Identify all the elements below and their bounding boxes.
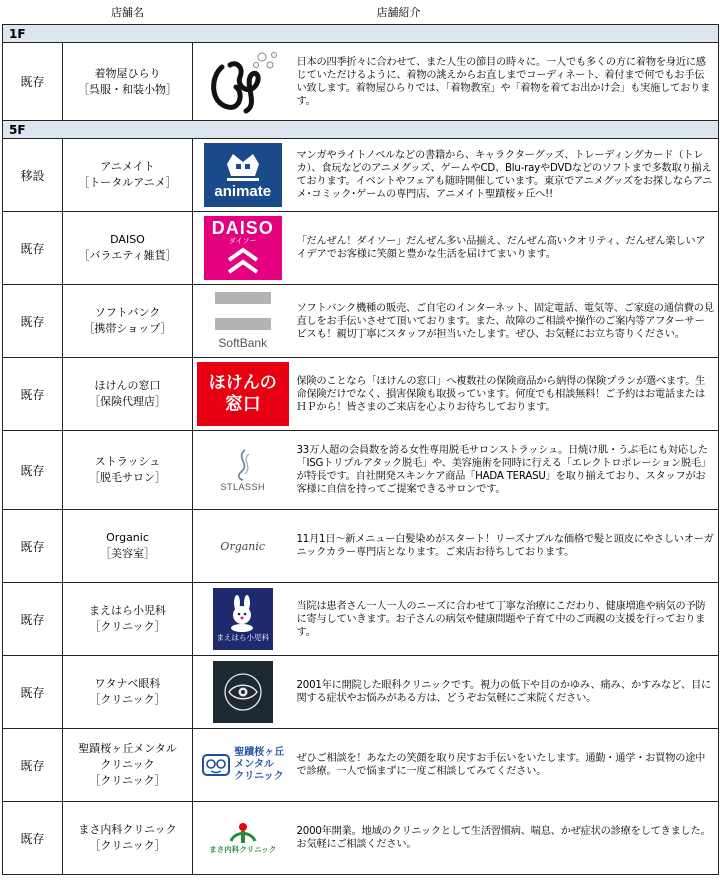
header-logo — [193, 0, 293, 25]
hirari-logo-icon — [193, 47, 293, 117]
shop-name — [63, 583, 193, 656]
hoken-logo-sub: 窓口 — [224, 394, 261, 415]
shop-category: ［トータルアニメ］ — [78, 176, 177, 189]
shop-category: ［脱毛サロン］ — [89, 471, 166, 484]
shop-name — [63, 729, 193, 802]
shop-logo — [193, 510, 293, 583]
shop-category: ［クリニック］ — [89, 839, 166, 852]
shop-desc: 33万人超の会員数を誇る女性専用脱毛サロンストラッシュ。日焼け肌・うぶ毛にも対応した「ISGトリプルアタック脱毛」や、美容施術を同時に行える「エレクトロポレーション脱毛」が特長です。自社開発スキンケア商品「HADA TERASU」を取り揃えており、スタッフがお客様に自信を持ってご提案できるサロンです。 — [293, 431, 719, 510]
shop-name — [63, 285, 193, 358]
shop-name — [63, 431, 193, 510]
shop-name — [63, 510, 193, 583]
floor-row — [3, 121, 719, 139]
eye-logo-icon — [213, 661, 273, 723]
shop-name-text: アニメイト — [100, 160, 155, 173]
shop-logo — [193, 583, 293, 656]
shop-name-text: ストラッシュ — [94, 455, 161, 468]
shop-desc: ソフトバンク機種の販売、ご自宅のインターネット、固定電話、電気等、ご家庭の通信費の見直しをお手伝いさせて頂いております。また、故障のご相談や操作のご案内等アフターサービスも！親切丁寧にスタッフが担当いたします。ぜひ、お気軽にお立ち寄りください。 — [293, 285, 719, 358]
shop-desc: 「だんぜん！ダイソー」だんぜん多い品揃え、だんぜん高いクオリティ、だんぜん楽しいアイデアでお客様に笑顔と豊かな生活を届けてまいります。 — [293, 212, 719, 285]
shop-logo — [193, 431, 293, 510]
header-status — [3, 0, 63, 25]
table-row — [3, 802, 719, 875]
softbank-logo-icon — [193, 292, 293, 350]
status-badge: 既存 — [3, 431, 63, 510]
status-badge: 既存 — [3, 656, 63, 729]
shop-name — [63, 43, 193, 121]
shop-name-text: Organic — [106, 531, 149, 544]
table-row — [3, 285, 719, 358]
shop-name-text: 着物屋ひらり — [94, 66, 161, 80]
shop-desc: 11月1日～新メニュー白髪染めがスタート！リーズナブルな価格で髪と頭皮にやさしいオーガニックカラー専門店となります。ご来店お待ちしております。 — [293, 510, 719, 583]
status-badge: 既存 — [3, 212, 63, 285]
header-name: 店舗名 — [111, 6, 144, 19]
shop-category: ［美容室］ — [100, 547, 155, 560]
mental-logo-text: 聖蹟桜ヶ丘 — [234, 747, 285, 758]
shop-desc: 保険のことなら「ほけんの窓口」へ複数社の保険商品から納得の保険プランが選べます。生命保険だけでなく、損害保険も取扱っています。何度でも相談無料！ご予約はお電話またはＨＰから！皆さまのご来店を心よりお待ちしております。 — [293, 358, 719, 431]
animate-logo-text: animate — [214, 183, 272, 200]
floor-label: 1F — [3, 25, 719, 43]
table-row — [3, 212, 719, 285]
status-badge: 既存 — [3, 43, 63, 121]
shop-logo — [193, 285, 293, 358]
shop-name-text: まえはら小児科 — [89, 604, 166, 617]
table-row — [3, 510, 719, 583]
mental-logo-text-group — [234, 747, 284, 783]
shop-name — [63, 656, 193, 729]
shop-category: ［保険代理店］ — [89, 395, 166, 408]
shop-name-text: DAISO — [110, 233, 145, 246]
shop-desc: 日本の四季折々に合わせて、また人生の節目の時々に。一人でも多くの方に着物を身近に感じていただけるように、着物の誂えからお直しまでコーディネート、着付まで何でもお手伝い致します。着物屋ひらりでは、「着物教室」や「着物を着てお出かけ会」も実施しております。 — [293, 43, 719, 121]
organic-logo-icon — [193, 540, 293, 553]
shop-category: ［クリニック］ — [89, 693, 166, 706]
daiso-logo-icon — [204, 216, 282, 280]
shop-logo — [193, 358, 293, 431]
shop-desc: マンガやライトノベルなどの書籍から、キャラクターグッズ、トレーディングカード（トレカ）、食玩などのアニメグッズ、ゲームやCD、Blu-rayやDVDなどのソフトまで多数取り揃えております。イベントやフェアも随時開催しています。東京でアニメグッズをお探しならアニメ･コミック･ゲームの専門店、アニメイト聖蹟桜ヶ丘へ!! — [293, 139, 719, 212]
organic-logo-text: Organic — [220, 539, 266, 553]
shop-logo — [193, 139, 293, 212]
status-badge: 既存 — [3, 358, 63, 431]
shop-table — [2, 0, 719, 875]
shop-category: ［クリニック］ — [89, 774, 166, 787]
shop-logo — [193, 656, 293, 729]
shop-name-text: ワタナベ眼科 — [94, 677, 161, 690]
maehara-logo-text: まえはら小児科 — [216, 633, 269, 642]
maehara-logo-icon — [213, 588, 273, 650]
masa-logo-text: まさ内科クリニック — [209, 845, 277, 854]
shop-category: ［バラエティ雑貨］ — [78, 249, 177, 262]
shop-guide — [2, 0, 718, 875]
mental-logo-icon — [193, 747, 293, 783]
floor-label: 5F — [3, 121, 719, 139]
shop-desc: 当院は患者さん一人一人のニーズに合わせて丁寧な治療にこだわり、健康増進や病気の予防に寄与していきます。お子さんの病気や健康問題や子育て中のご両親の支援を行っております。 — [293, 583, 719, 656]
status-badge: 既存 — [3, 510, 63, 583]
shop-desc: ぜひご相談を！あなたの笑顔を取り戻すお手伝いをいたします。通勤・通学・お買物の途中で診療。一人で悩まずに一度ご相談してみてください。 — [293, 729, 719, 802]
daiso-logo-sub: ダイソー — [228, 237, 257, 245]
table-header — [3, 0, 719, 25]
daiso-logo-text: DAISO — [211, 218, 274, 238]
table-row — [3, 656, 719, 729]
shop-name — [63, 212, 193, 285]
shop-logo — [193, 802, 293, 875]
table-row — [3, 431, 719, 510]
shop-name-text: まさ内科クリニック — [78, 823, 177, 836]
masa-logo-icon — [193, 821, 293, 855]
table-row — [3, 358, 719, 431]
mental-logo-sub2: クリニック — [234, 771, 284, 782]
table-row — [3, 729, 719, 802]
hoken-logo-text: ほけんの — [208, 373, 277, 393]
softbank-bar-top — [215, 292, 271, 304]
status-badge: 既存 — [3, 729, 63, 802]
shop-desc: 2001年に開院した眼科クリニックです。視力の低下や目のかゆみ、痛み、かすみなど、目に関する症状やお悩みがある方は、どうぞお気軽にご来院ください。 — [293, 656, 719, 729]
shop-category: ［クリニック］ — [89, 620, 166, 633]
shop-category: ［呉服・和装小物］ — [78, 82, 177, 96]
status-badge: 既存 — [3, 583, 63, 656]
mental-logo-sub: メンタル — [234, 759, 274, 770]
stlassh-logo-text: STLASSH — [220, 482, 265, 492]
status-badge: 既存 — [3, 802, 63, 875]
table-row — [3, 139, 719, 212]
shop-name-text: 聖蹟桜ヶ丘メンタル — [78, 742, 177, 755]
header-desc: 店舗紹介 — [376, 6, 421, 19]
status-badge: 既存 — [3, 285, 63, 358]
hoken-logo-icon — [197, 362, 289, 426]
shop-desc: 2000年開業。地域のクリニックとして生活習慣病、喘息、かぜ症状の診療をしてきました。お気軽にご相談ください。 — [293, 802, 719, 875]
shop-logo — [193, 729, 293, 802]
shop-name-text: ほけんの窓口 — [94, 379, 161, 392]
table-row — [3, 43, 719, 121]
softbank-bar-bottom — [215, 318, 271, 330]
table-row — [3, 583, 719, 656]
status-badge: 移設 — [3, 139, 63, 212]
shop-category: ［携帯ショップ］ — [83, 322, 172, 335]
shop-name-text: ソフトバンク — [94, 306, 161, 319]
animate-logo-icon — [204, 143, 282, 207]
softbank-logo-text: SoftBank — [218, 336, 268, 350]
shop-logo — [193, 212, 293, 285]
floor-row — [3, 25, 719, 43]
shop-name — [63, 358, 193, 431]
shop-name — [63, 139, 193, 212]
shop-name-text-2: クリニック — [100, 758, 155, 771]
stlassh-logo-icon — [193, 448, 293, 492]
shop-logo — [193, 43, 293, 121]
shop-name — [63, 802, 193, 875]
